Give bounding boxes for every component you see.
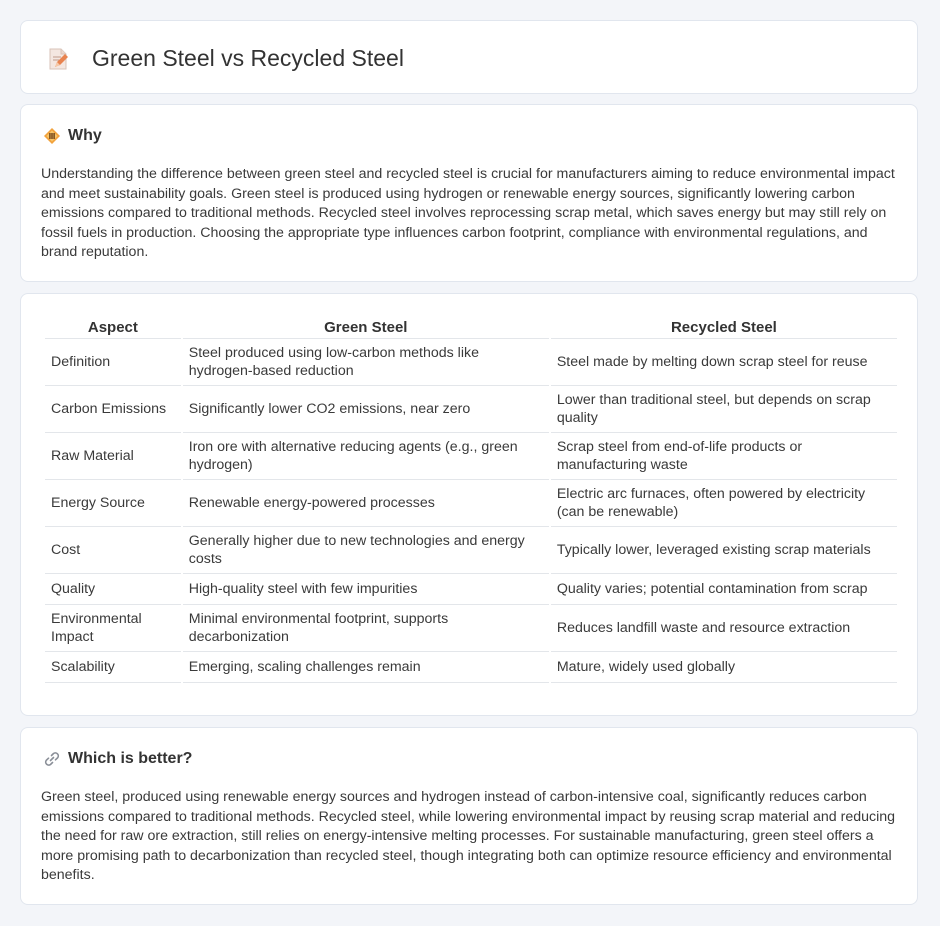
table-row bbox=[45, 386, 897, 433]
comparison-table-card bbox=[20, 293, 918, 716]
why-section bbox=[20, 104, 918, 282]
cell-recycled: Quality varies; potential contamination from scrap bbox=[551, 574, 897, 605]
cell-aspect: Energy Source bbox=[45, 480, 181, 527]
which-is-better-section bbox=[20, 727, 918, 905]
why-heading bbox=[43, 127, 102, 145]
header-card bbox=[20, 20, 918, 94]
diamond-warning-icon bbox=[43, 127, 61, 145]
table-row bbox=[45, 652, 897, 683]
better-body: Green steel, produced using renewable energy sources and hydrogen instead of carbon-intensive coal, significantly reduces carbon emissions compared to traditional methods. Recycled steel, while lowering environmental impact by reusing scrap material and reducing the need for raw ore extraction, still relies on energy-intensive melting processes. For sustainable manufacturing, green steel offers a more promising path to decarbonization than recycled steel, though integrating both can optimize resource efficiency and environmental benefits. bbox=[41, 789, 896, 883]
table-row bbox=[45, 527, 897, 574]
why-title: Why bbox=[68, 127, 102, 144]
table-row bbox=[45, 339, 897, 386]
cell-green: Significantly lower CO2 emissions, near zero bbox=[183, 386, 549, 433]
cell-recycled: Typically lower, leveraged existing scrap materials bbox=[551, 527, 897, 574]
table-row bbox=[45, 480, 897, 527]
cell-aspect: Raw Material bbox=[45, 433, 181, 480]
page-title: Green Steel vs Recycled Steel bbox=[92, 45, 404, 71]
better-heading bbox=[43, 750, 192, 768]
cell-aspect: Cost bbox=[45, 527, 181, 574]
cell-recycled: Scrap steel from end-of-life products or manufacturing waste bbox=[551, 433, 897, 480]
cell-recycled: Electric arc furnaces, often powered by electricity (can be renewable) bbox=[551, 480, 897, 527]
cell-green: High-quality steel with few impurities bbox=[183, 574, 549, 605]
table-header-row bbox=[45, 316, 897, 339]
cell-aspect: Quality bbox=[45, 574, 181, 605]
cell-green: Renewable energy-powered processes bbox=[183, 480, 549, 527]
cell-aspect: Carbon Emissions bbox=[45, 386, 181, 433]
cell-aspect: Environmental Impact bbox=[45, 605, 181, 652]
cell-green: Generally higher due to new technologies and energy costs bbox=[183, 527, 549, 574]
link-icon bbox=[43, 750, 61, 768]
cell-recycled: Lower than traditional steel, but depends on scrap quality bbox=[551, 386, 897, 433]
better-title: Which is better? bbox=[68, 750, 193, 767]
table-row bbox=[45, 605, 897, 652]
cell-recycled: Mature, widely used globally bbox=[551, 652, 897, 683]
table-row bbox=[45, 433, 897, 480]
cell-green: Emerging, scaling challenges remain bbox=[183, 652, 549, 683]
cell-green: Steel produced using low-carbon methods like hydrogen-based reduction bbox=[183, 339, 549, 386]
cell-recycled: Reduces landfill waste and resource extraction bbox=[551, 605, 897, 652]
why-body: Understanding the difference between green steel and recycled steel is crucial for manufacturers aiming to reduce environmental impact and meet sustainability goals. Green steel is produced using hydrogen or renewable energy sources, significantly lowering carbon emissions compared to traditional methods. Recycled steel involves reprocessing scrap metal, which saves energy but may still rely on fossil fuels in production. Choosing the appropriate type influences carbon footprint, compliance with environmental regulations, and brand reputation. bbox=[41, 166, 895, 260]
cell-recycled: Steel made by melting down scrap steel for reuse bbox=[551, 339, 897, 386]
header-green-steel: Green Steel bbox=[183, 316, 549, 339]
header-recycled-steel: Recycled Steel bbox=[551, 316, 897, 339]
cell-aspect: Scalability bbox=[45, 652, 181, 683]
cell-aspect: Definition bbox=[45, 339, 181, 386]
header-aspect: Aspect bbox=[45, 316, 181, 339]
notepad-pencil-icon bbox=[47, 47, 69, 71]
cell-green: Minimal environmental footprint, supports decarbonization bbox=[183, 605, 549, 652]
comparison-table bbox=[43, 316, 899, 683]
table-row bbox=[45, 574, 897, 605]
cell-green: Iron ore with alternative reducing agents (e.g., green hydrogen) bbox=[183, 433, 549, 480]
